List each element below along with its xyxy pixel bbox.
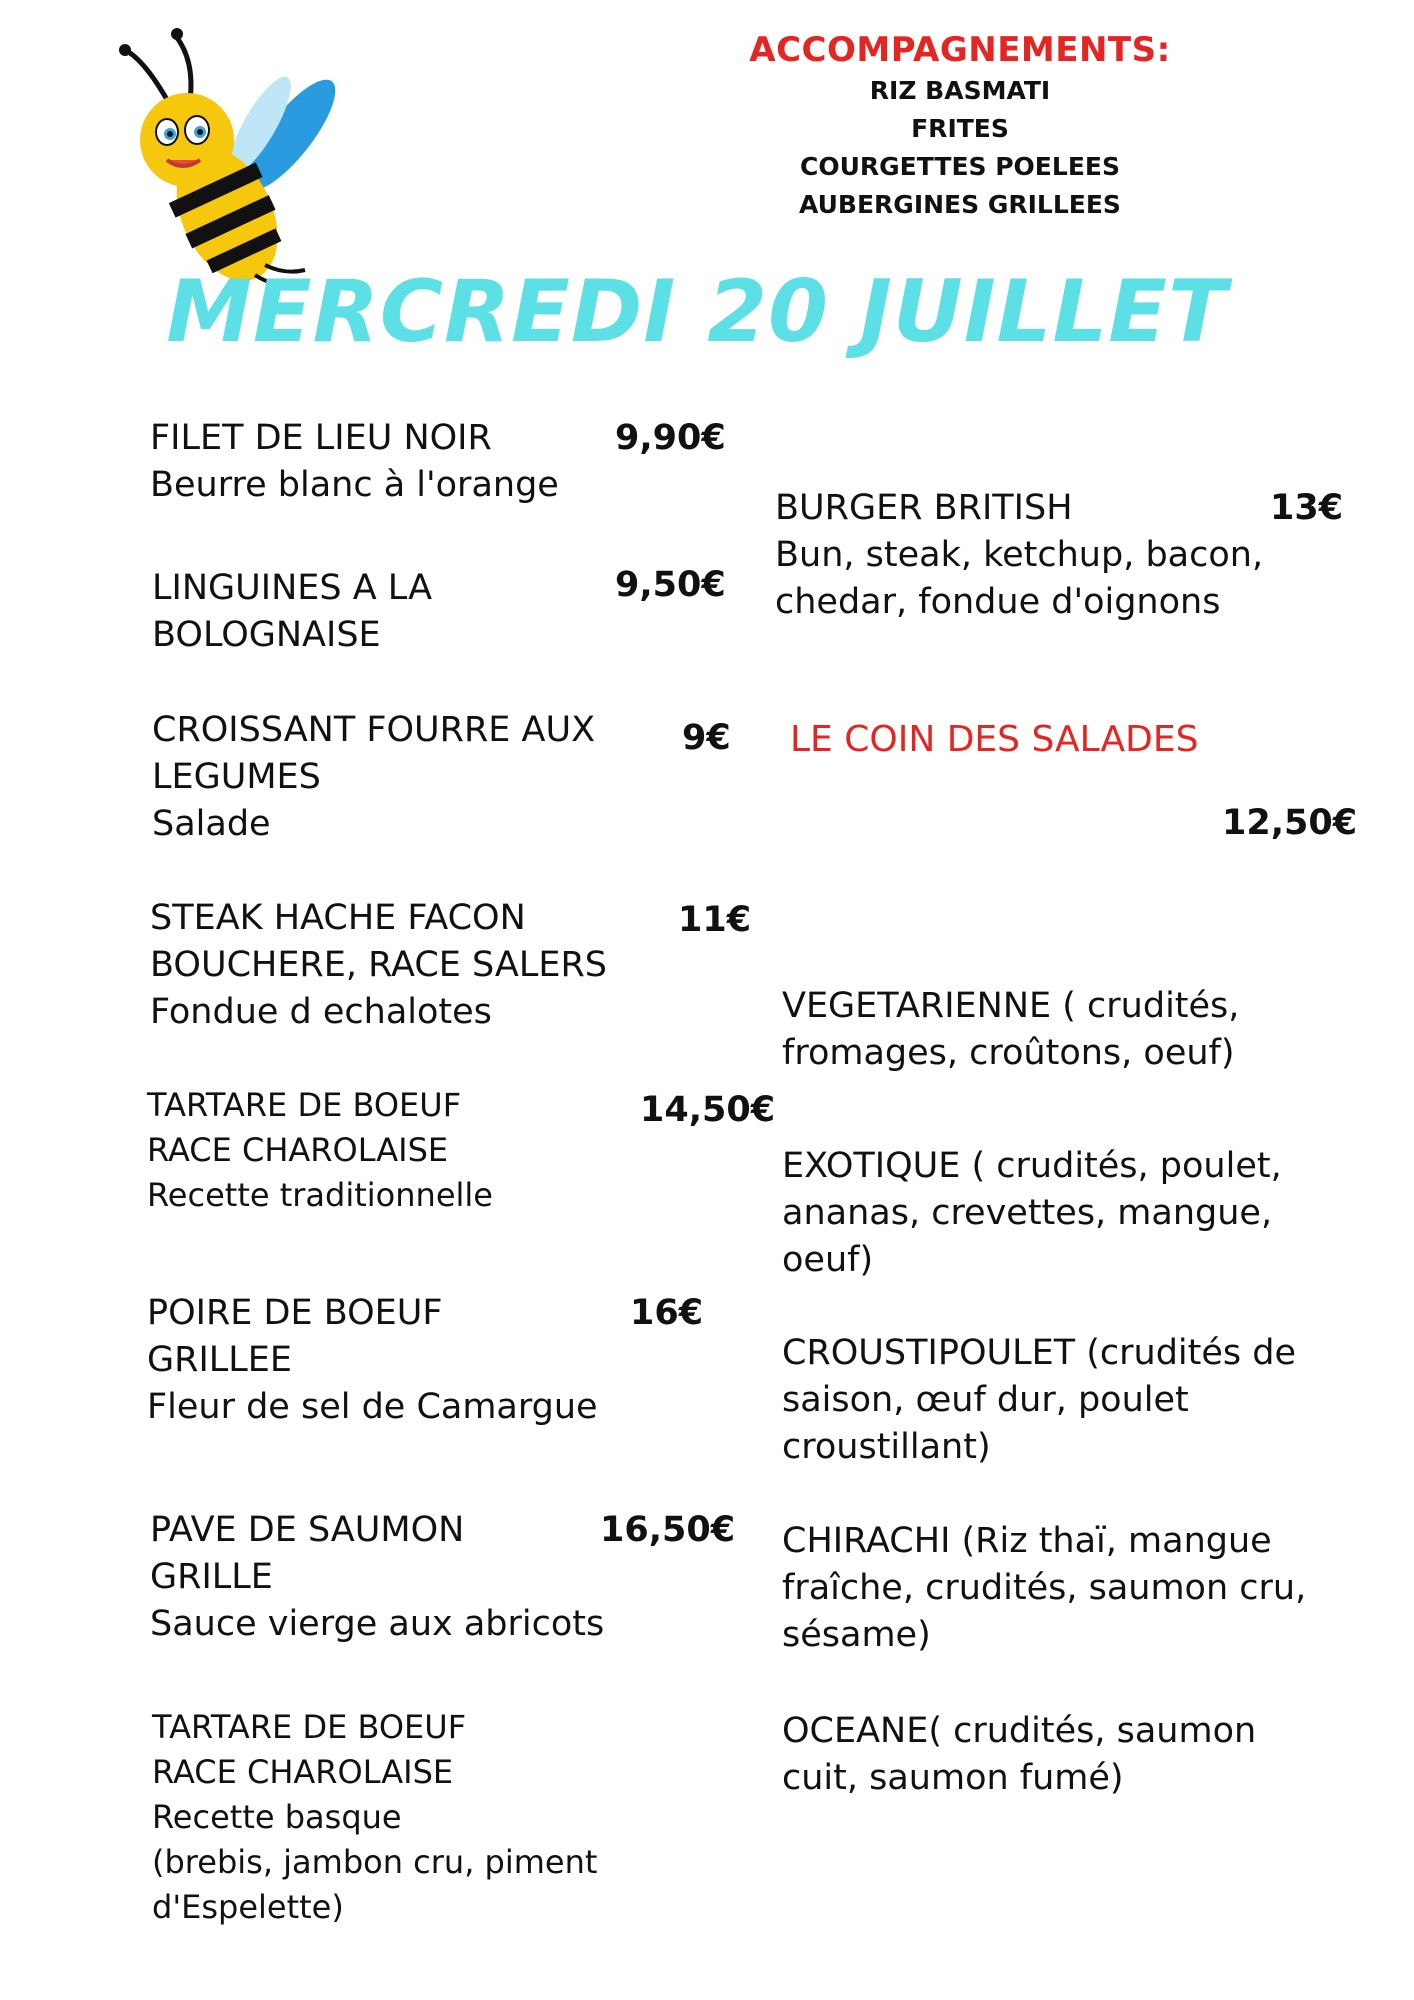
side-dish-item: FRITES [911, 114, 1009, 143]
dish-description: Fleur de sel de Camargue [147, 1387, 598, 1427]
salads-price: 12,50€ [1222, 803, 1358, 843]
dish-name: LINGUINES A LA BOLOGNAISE [152, 568, 433, 655]
dish-price: 9,90€ [615, 418, 726, 458]
side-dishes-title: ACCOMPAGNEMENTS: [749, 30, 1171, 70]
side-dish-item: AUBERGINES GRILLEES [799, 190, 1121, 219]
dish-price: 14,50€ [640, 1090, 776, 1130]
dish-name: PAVE DE SAUMON GRILLE [150, 1510, 465, 1597]
dish-name: FILET DE LIEU NOIR [150, 418, 492, 458]
dish-description: Beurre blanc à l'orange [150, 465, 559, 505]
dish-item [150, 415, 559, 509]
side-dishes-panel [700, 28, 1220, 224]
dish-description: Recette traditionnelle [147, 1176, 493, 1214]
dish-name: BURGER BRITISH [775, 488, 1073, 528]
dish-name: TARTARE DE BOEUF RACE CHAROLAISE [152, 1708, 467, 1791]
salad-item: CROUSTIPOULET (crudités de saison, œuf dur, poulet croustillant) [782, 1333, 1297, 1467]
dish-price: 11€ [678, 900, 752, 940]
dish-name: TARTARE DE BOEUF RACE CHAROLAISE [147, 1086, 462, 1169]
dish-item [150, 1507, 604, 1648]
dish-price: 13€ [1270, 488, 1344, 528]
dish-price: 16,50€ [600, 1510, 736, 1550]
dish-name: CROISSANT FOURRE AUX LEGUMES [152, 710, 596, 797]
dish-price: 9,50€ [615, 565, 726, 605]
salad-item: CHIRACHI (Riz thaï, mangue fraîche, crudités, saumon cru, sésame) [782, 1521, 1307, 1655]
side-dish-item: COURGETTES POELEES [800, 152, 1120, 181]
salad-item: VEGETARIENNE ( crudités, fromages, croûtons, oeuf) [782, 986, 1240, 1073]
dish-price: 16€ [630, 1293, 704, 1333]
salads-section-title: LE COIN DES SALADES [790, 719, 1199, 760]
dish-description: Bun, steak, ketchup, bacon, chedar, fondue d'oignons [775, 535, 1264, 622]
dish-item [152, 707, 595, 848]
dish-item [152, 1705, 597, 1930]
dish-item [152, 565, 432, 659]
dish-item [150, 895, 607, 1036]
salad-item: OCEANE( crudités, saumon cuit, saumon fumé) [782, 1711, 1257, 1798]
dish-item [147, 1083, 493, 1218]
dish-description: Fondue d echalotes [150, 992, 492, 1032]
menu-date-title: MERCREDI 20 JUILLET [166, 262, 1228, 362]
dish-description: Sauce vierge aux abricots [150, 1604, 605, 1644]
dish-name: POIRE DE BOEUF GRILLEE [147, 1293, 443, 1380]
dish-description: Recette basque (brebis, jambon cru, piment d'Espelette) [152, 1798, 598, 1926]
dish-item [775, 485, 1263, 626]
dish-name: STEAK HACHE FACON BOUCHERE, RACE SALERS [150, 898, 607, 985]
salad-item: EXOTIQUE ( crudités, poulet, ananas, crevettes, mangue, oeuf) [782, 1146, 1282, 1280]
dish-description: Salade [152, 804, 271, 844]
side-dish-item: RIZ BASMATI [869, 76, 1051, 105]
dish-price: 9€ [682, 718, 731, 758]
bee-mascot-icon [115, 20, 350, 290]
dish-item [147, 1290, 598, 1431]
